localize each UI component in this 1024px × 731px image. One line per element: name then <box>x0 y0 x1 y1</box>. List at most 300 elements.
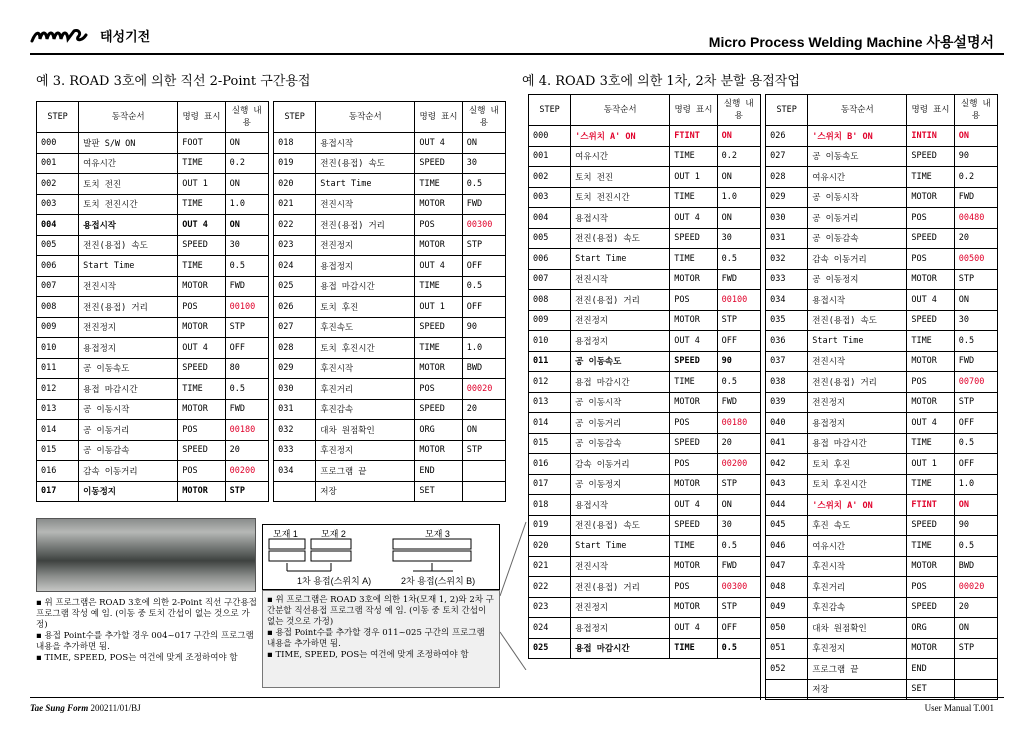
step-cell: 015 <box>529 433 571 454</box>
step-cell: 025 <box>274 276 316 297</box>
action-cell: 용접 마감시간 <box>79 379 178 400</box>
table-row <box>529 228 998 249</box>
action-cell: 이동정지 <box>79 481 178 502</box>
action-cell: 후진시작 <box>808 556 907 577</box>
value-cell: ON <box>462 420 505 441</box>
action-cell: 용접시작 <box>571 495 670 516</box>
table-row <box>37 358 506 379</box>
step-cell: 008 <box>37 297 79 318</box>
step-cell: 023 <box>529 597 571 618</box>
command-cell: SPEED <box>670 228 717 249</box>
step-cell: 001 <box>529 146 571 167</box>
command-cell: TIME <box>907 433 954 454</box>
action-cell: 여유시간 <box>79 153 178 174</box>
header-command: 명령 표시 <box>415 102 462 133</box>
action-cell: 토치 후진 <box>808 454 907 475</box>
program-table-example-3 <box>36 101 506 502</box>
command-cell: OUT 1 <box>178 174 225 195</box>
step-cell: 030 <box>766 208 808 229</box>
table-row <box>37 153 506 174</box>
action-cell: 후진거리 <box>316 379 415 400</box>
value-cell: 30 <box>954 310 997 331</box>
value-cell <box>954 659 997 680</box>
value-cell: FWD <box>225 276 268 297</box>
action-cell: 전진시작 <box>808 351 907 372</box>
action-cell: 여유시간 <box>571 146 670 167</box>
value-cell: 20 <box>954 597 997 618</box>
header-action: 동작순서 <box>808 95 907 126</box>
step-cell: 040 <box>766 413 808 434</box>
table-header-row <box>529 95 998 126</box>
table-row <box>529 659 998 680</box>
table-row <box>529 187 998 208</box>
step-cell: 017 <box>37 481 79 502</box>
value-cell: STP <box>225 317 268 338</box>
action-cell: 전진시작 <box>571 269 670 290</box>
step-cell: 019 <box>274 153 316 174</box>
value-cell: 0.5 <box>225 256 268 277</box>
value-cell: 90 <box>462 317 505 338</box>
action-cell: 프로그램 끝 <box>316 461 415 482</box>
empty-cell <box>670 659 717 680</box>
step-cell: 021 <box>529 556 571 577</box>
step-cell: 018 <box>274 133 316 154</box>
footer-left <box>30 703 141 713</box>
action-cell: 후진정지 <box>808 638 907 659</box>
step-cell: 029 <box>766 187 808 208</box>
command-cell: MOTOR <box>415 235 462 256</box>
workpiece-2-label: 모재 2 <box>321 529 346 539</box>
action-cell: 프로그램 끝 <box>808 659 907 680</box>
action-cell: 전진정지 <box>316 235 415 256</box>
step-cell <box>274 481 316 502</box>
step-cell: 007 <box>529 269 571 290</box>
value-cell: 00500 <box>954 249 997 270</box>
table-row <box>37 379 506 400</box>
action-cell: 여유시간 <box>808 536 907 557</box>
command-cell: MOTOR <box>907 638 954 659</box>
step-cell: 045 <box>766 515 808 536</box>
command-cell: SPEED <box>415 153 462 174</box>
action-cell: 토치 후진 <box>316 297 415 318</box>
command-cell: END <box>415 461 462 482</box>
step-cell: 011 <box>529 351 571 372</box>
command-cell: MOTOR <box>670 310 717 331</box>
table-row <box>529 249 998 270</box>
step-cell: 023 <box>274 235 316 256</box>
command-cell: MOTOR <box>907 556 954 577</box>
table-row <box>37 420 506 441</box>
command-cell: SPEED <box>907 146 954 167</box>
value-cell: ON <box>225 133 268 154</box>
step-cell: 046 <box>766 536 808 557</box>
command-cell: POS <box>670 454 717 475</box>
command-cell: POS <box>415 379 462 400</box>
step-cell: 026 <box>274 297 316 318</box>
callout-connector <box>498 520 530 670</box>
action-cell: 용접 마감시간 <box>571 372 670 393</box>
step-cell: 019 <box>529 515 571 536</box>
command-cell: SET <box>415 481 462 502</box>
command-cell: OUT 4 <box>415 256 462 277</box>
action-cell: 전진정지 <box>571 310 670 331</box>
command-cell: POS <box>178 461 225 482</box>
value-cell: 00100 <box>717 290 760 311</box>
action-cell: 저장 <box>808 679 907 700</box>
step-cell: 014 <box>529 413 571 434</box>
header-action: 동작순서 <box>79 102 178 133</box>
table-row <box>529 556 998 577</box>
command-cell: TIME <box>178 379 225 400</box>
table-row <box>37 256 506 277</box>
command-cell: MOTOR <box>670 597 717 618</box>
action-cell: 공 이동시작 <box>79 399 178 420</box>
command-cell: INTIN <box>907 126 954 147</box>
step-cell: 032 <box>274 420 316 441</box>
command-cell: TIME <box>415 276 462 297</box>
value-cell: 20 <box>462 399 505 420</box>
step-cell: 034 <box>274 461 316 482</box>
action-cell: 토치 전진시간 <box>571 187 670 208</box>
step-cell: 031 <box>274 399 316 420</box>
value-cell: 30 <box>225 235 268 256</box>
command-cell: SPEED <box>670 351 717 372</box>
action-cell: 대차 원점확인 <box>808 618 907 639</box>
command-cell: MOTOR <box>178 399 225 420</box>
action-cell: 전진(용접) 거리 <box>571 577 670 598</box>
value-cell: STP <box>954 638 997 659</box>
table-row <box>37 297 506 318</box>
value-cell: ON <box>954 126 997 147</box>
value-cell: OFF <box>717 618 760 639</box>
value-cell: 0.5 <box>462 276 505 297</box>
notes-example-4 <box>262 590 500 688</box>
value-cell: 0.2 <box>717 146 760 167</box>
workpiece-1-label: 모재 1 <box>273 529 298 539</box>
action-cell: 공 이동속도 <box>79 358 178 379</box>
value-cell: 0.5 <box>717 249 760 270</box>
command-cell: SPEED <box>178 440 225 461</box>
step-cell: 020 <box>274 174 316 195</box>
action-cell: 공 이동감속 <box>79 440 178 461</box>
program-table-example-4 <box>528 94 998 700</box>
step-cell: 050 <box>766 618 808 639</box>
action-cell: 후진거리 <box>808 577 907 598</box>
value-cell: 1.0 <box>225 194 268 215</box>
action-cell: 전진(용접) 속도 <box>571 515 670 536</box>
header-command: 명령 표시 <box>670 95 717 126</box>
table-row <box>529 433 998 454</box>
value-cell: ON <box>462 133 505 154</box>
command-cell: FTINT <box>670 126 717 147</box>
table-row <box>529 146 998 167</box>
command-cell: OUT 4 <box>670 331 717 352</box>
step-cell: 042 <box>766 454 808 475</box>
action-cell: 감속 이동거리 <box>79 461 178 482</box>
action-cell: 저장 <box>316 481 415 502</box>
step-cell: 013 <box>37 399 79 420</box>
action-cell: 공 이동정지 <box>571 474 670 495</box>
action-cell: Start Time <box>808 331 907 352</box>
header-value: 실행 내용 <box>954 95 997 126</box>
step-cell: 012 <box>529 372 571 393</box>
command-cell: POS <box>415 215 462 236</box>
action-cell: 토치 전진 <box>79 174 178 195</box>
value-cell: STP <box>717 310 760 331</box>
step-cell: 004 <box>37 215 79 236</box>
action-cell: 공 이동감속 <box>808 228 907 249</box>
command-cell: MOTOR <box>415 440 462 461</box>
table-row <box>529 208 998 229</box>
command-cell: POS <box>907 577 954 598</box>
table-row <box>529 515 998 536</box>
step-cell: 049 <box>766 597 808 618</box>
value-cell: BWD <box>954 556 997 577</box>
action-cell: '스위치 A' ON <box>808 495 907 516</box>
value-cell <box>462 461 505 482</box>
step-cell: 004 <box>529 208 571 229</box>
empty-cell <box>717 659 760 680</box>
action-cell: 후진속도 <box>316 317 415 338</box>
step-cell: 035 <box>766 310 808 331</box>
action-cell: 후진 속도 <box>808 515 907 536</box>
header-step: STEP <box>37 102 79 133</box>
action-cell: 대차 원점확인 <box>316 420 415 441</box>
value-cell: 30 <box>462 153 505 174</box>
action-cell: 후진정지 <box>316 440 415 461</box>
value-cell: ON <box>717 208 760 229</box>
value-cell: ON <box>954 290 997 311</box>
command-cell: MOTOR <box>907 269 954 290</box>
action-cell: 전진(용접) 거리 <box>808 372 907 393</box>
step-cell: 022 <box>274 215 316 236</box>
action-cell: 공 이동거리 <box>79 420 178 441</box>
command-cell: TIME <box>415 174 462 195</box>
value-cell: ON <box>717 126 760 147</box>
value-cell: FWD <box>954 351 997 372</box>
action-cell: 용접시작 <box>316 133 415 154</box>
table-row <box>529 372 998 393</box>
command-cell: SET <box>907 679 954 700</box>
logo-mark-icon <box>30 27 94 45</box>
command-cell: MOTOR <box>178 276 225 297</box>
command-cell: OUT 4 <box>670 208 717 229</box>
command-cell: POS <box>670 577 717 598</box>
step-cell: 047 <box>766 556 808 577</box>
value-cell: 0.5 <box>954 331 997 352</box>
value-cell: OFF <box>954 413 997 434</box>
action-cell: 전진(용접) 거리 <box>316 215 415 236</box>
table-row <box>529 597 998 618</box>
step-cell: 044 <box>766 495 808 516</box>
value-cell: 00100 <box>225 297 268 318</box>
workpiece-diagram <box>262 524 500 590</box>
step-cell: 024 <box>274 256 316 277</box>
step-cell: 002 <box>529 167 571 188</box>
header-action: 동작순서 <box>571 95 670 126</box>
action-cell: 감속 이동거리 <box>808 249 907 270</box>
value-cell: STP <box>225 481 268 502</box>
action-cell: 공 이동속도 <box>571 351 670 372</box>
action-cell: 후진감속 <box>808 597 907 618</box>
step-cell: 016 <box>37 461 79 482</box>
value-cell: 0.2 <box>954 167 997 188</box>
step-cell: 036 <box>766 331 808 352</box>
document-title: Micro Process Welding Machine 사용설명서 <box>708 34 994 50</box>
action-cell: '스위치 A' ON <box>571 126 670 147</box>
value-cell: ON <box>225 174 268 195</box>
step-cell: 026 <box>766 126 808 147</box>
command-cell: MOTOR <box>415 358 462 379</box>
command-cell: SPEED <box>178 358 225 379</box>
action-cell: 공 이동거리 <box>571 413 670 434</box>
value-cell: 90 <box>717 351 760 372</box>
action-cell: 용접정지 <box>571 331 670 352</box>
command-cell: MOTOR <box>670 269 717 290</box>
command-cell: POS <box>907 249 954 270</box>
step-cell: 003 <box>37 194 79 215</box>
value-cell: 0.5 <box>225 379 268 400</box>
step-cell: 039 <box>766 392 808 413</box>
header-value: 실행 내용 <box>462 102 505 133</box>
header-command: 명령 표시 <box>178 102 225 133</box>
table-row <box>529 269 998 290</box>
step-cell: 033 <box>274 440 316 461</box>
command-cell: TIME <box>178 256 225 277</box>
value-cell: 0.5 <box>717 638 760 659</box>
value-cell: 20 <box>717 433 760 454</box>
step-cell: 015 <box>37 440 79 461</box>
command-cell: SPEED <box>907 310 954 331</box>
action-cell: Start Time <box>316 174 415 195</box>
action-cell: 용접 마감시간 <box>808 433 907 454</box>
step-cell: 051 <box>766 638 808 659</box>
table-row <box>529 536 998 557</box>
step-cell: 043 <box>766 474 808 495</box>
command-cell: TIME <box>670 372 717 393</box>
footer-code: 200211/01/BJ <box>90 703 141 713</box>
command-cell: TIME <box>907 167 954 188</box>
step-cell: 041 <box>766 433 808 454</box>
command-cell: OUT 4 <box>178 215 225 236</box>
note-item: ▪ 용접 Point수를 추가할 경우 004~017 구간의 프로그램 내용을 추가하면 됨. <box>36 631 254 652</box>
table-row <box>37 461 506 482</box>
value-cell: OFF <box>462 256 505 277</box>
table-row <box>529 618 998 639</box>
command-cell: TIME <box>907 536 954 557</box>
action-cell: 토치 후진시간 <box>316 338 415 359</box>
action-cell: Start Time <box>79 256 178 277</box>
command-cell: OUT 1 <box>415 297 462 318</box>
value-cell: 00200 <box>717 454 760 475</box>
table-row <box>37 440 506 461</box>
action-cell: 전진(용접) 거리 <box>571 290 670 311</box>
value-cell: 00700 <box>954 372 997 393</box>
table-row <box>529 310 998 331</box>
table-row <box>529 392 998 413</box>
value-cell: FWD <box>462 194 505 215</box>
action-cell: Start Time <box>571 249 670 270</box>
command-cell: TIME <box>907 474 954 495</box>
value-cell: 00180 <box>717 413 760 434</box>
value-cell: STP <box>717 474 760 495</box>
table-row <box>529 413 998 434</box>
step-cell: 006 <box>37 256 79 277</box>
table-row <box>37 399 506 420</box>
action-cell: 감속 이동거리 <box>571 454 670 475</box>
action-cell: 전진(용접) 속도 <box>316 153 415 174</box>
action-cell: 용접정지 <box>316 256 415 277</box>
value-cell: ON <box>954 618 997 639</box>
command-cell: POS <box>670 290 717 311</box>
step-cell: 009 <box>529 310 571 331</box>
action-cell: 후진감속 <box>316 399 415 420</box>
command-cell: POS <box>178 297 225 318</box>
command-cell: POS <box>907 208 954 229</box>
header-command: 명령 표시 <box>907 95 954 126</box>
command-cell: MOTOR <box>907 351 954 372</box>
command-cell: POS <box>178 420 225 441</box>
action-cell: 발판 S/W ON <box>79 133 178 154</box>
command-cell: OUT 4 <box>670 618 717 639</box>
value-cell: OFF <box>717 331 760 352</box>
command-cell: TIME <box>670 146 717 167</box>
step-cell: 037 <box>766 351 808 372</box>
note-item: ▪ TIME, SPEED, POS는 여건에 맞게 조정하여야 함 <box>36 653 238 663</box>
header-step: STEP <box>529 95 571 126</box>
action-cell: '스위치 B' ON <box>808 126 907 147</box>
value-cell: FWD <box>954 187 997 208</box>
value-cell: OFF <box>954 454 997 475</box>
note-item: ▪ 용접 Point수를 추가할 경우 011~025 구간의 프로그램 내용을 추가하면 됨. <box>267 628 485 649</box>
value-cell: 20 <box>225 440 268 461</box>
step-cell: 000 <box>529 126 571 147</box>
empty-cell <box>571 659 670 680</box>
table-row <box>529 638 998 659</box>
command-cell: OUT 4 <box>178 338 225 359</box>
value-cell: OFF <box>462 297 505 318</box>
action-cell: 전진시작 <box>571 556 670 577</box>
table-row <box>529 474 998 495</box>
step-cell: 022 <box>529 577 571 598</box>
command-cell: POS <box>670 413 717 434</box>
action-cell: 전진시작 <box>316 194 415 215</box>
step-cell: 028 <box>274 338 316 359</box>
step-cell: 027 <box>274 317 316 338</box>
action-cell: 용접정지 <box>79 338 178 359</box>
command-cell: TIME <box>178 194 225 215</box>
command-cell: MOTOR <box>670 556 717 577</box>
action-cell: 전진(용접) 속도 <box>808 310 907 331</box>
action-cell: 토치 전진시간 <box>79 194 178 215</box>
command-cell: OUT 4 <box>907 413 954 434</box>
step-cell: 016 <box>529 454 571 475</box>
value-cell: BWD <box>462 358 505 379</box>
value-cell: 0.2 <box>225 153 268 174</box>
step-cell: 014 <box>37 420 79 441</box>
value-cell: 00300 <box>717 577 760 598</box>
action-cell: 후진시작 <box>316 358 415 379</box>
value-cell: 90 <box>954 146 997 167</box>
header-step: STEP <box>274 102 316 133</box>
value-cell: 80 <box>225 358 268 379</box>
value-cell: 00300 <box>462 215 505 236</box>
value-cell <box>462 481 505 502</box>
value-cell: 30 <box>717 515 760 536</box>
step-cell: 001 <box>37 153 79 174</box>
step-cell: 000 <box>37 133 79 154</box>
weld-seam-photo <box>36 518 256 592</box>
